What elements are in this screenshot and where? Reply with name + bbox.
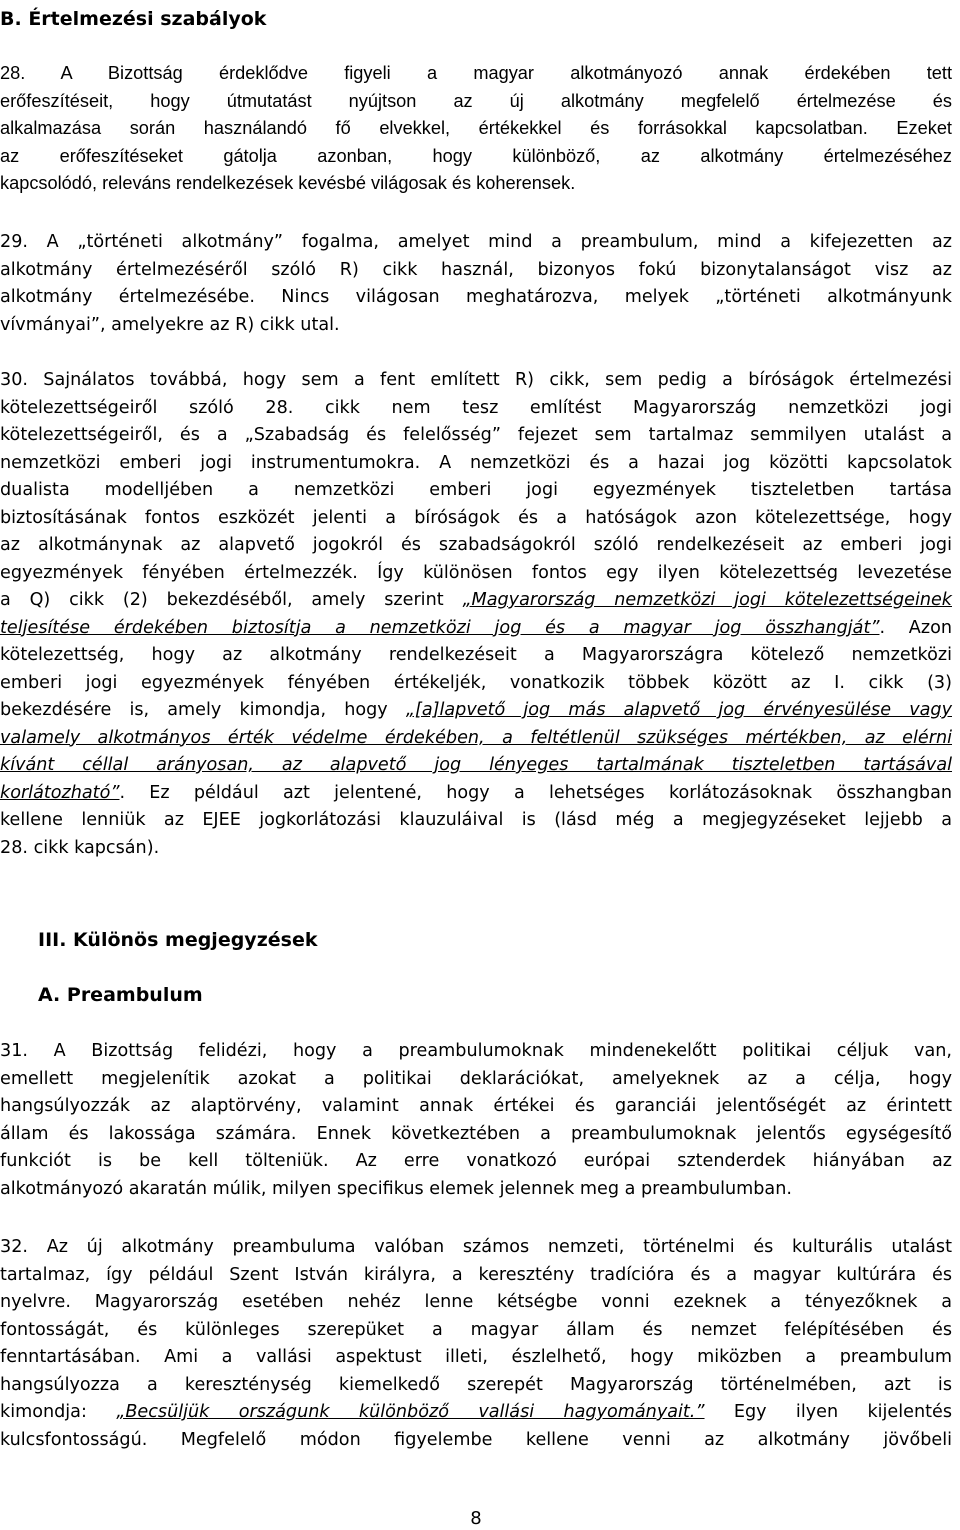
- paragraph-31: [0, 1038, 952, 1203]
- paragraph-line: biztosításának fontos eszközét jelenti a bíróságok és a hatóságok azon kötelezettsége, hogy: [0, 507, 952, 528]
- paragraph-line: alkotmányozó akaratán múlik, milyen specifikus elemek jelennek meg a preambulumban.: [0, 1178, 792, 1199]
- paragraph-line: [0, 752, 952, 780]
- paragraph-32: [0, 1234, 952, 1454]
- paragraph-line: vívmányai”, amelyekre az R) cikk utal.: [0, 314, 340, 335]
- paragraph-line: [0, 780, 952, 808]
- paragraph-line: erőfeszítéseit, hogy útmutatást nyújtson az új alkotmány megfelelő értelmezése és: [0, 90, 952, 111]
- paragraph-line: hangsúlyozzák az alaptörvény, valamint annak értékei és garanciái jelentőségét az érintett: [0, 1096, 952, 1116]
- paragraph-29: [0, 229, 952, 339]
- paragraph-line: állam és lakossága számára. Ennek következtében a preambulumoknak jelentős egységesítő: [0, 1123, 952, 1144]
- paragraph-line: 31. A Bizottság felidézi, hogy a preambulumoknak mindenekelőtt politikai céljuk van,: [0, 1041, 952, 1061]
- paragraph-line: [0, 615, 952, 643]
- quote-q-article-cont: teljesítése érdekében biztosítja a nemzetközi jog és a magyar jog összhangját”: [0, 617, 880, 638]
- quote-q-article: „Magyarország nemzetközi jogi kötelezettségeinek: [462, 590, 952, 610]
- paragraph-line: 28. A Bizottság érdeklődve figyeli a magyar alkotmányozó annak érdekében tett: [0, 63, 952, 83]
- quote-i-article: „[a]lapvető jog más alapvető jog érvényesülése vagy: [405, 700, 952, 720]
- paragraph-line: 29. A „történeti alkotmány” fogalma, amelyet mind a preambulum, mind a kifejezetten az: [0, 232, 952, 252]
- section-heading-b: B. Értelmezési szabályok: [0, 8, 267, 30]
- paragraph-line: az erőfeszítéseket gátolja azonban, hogy különböző, az alkotmány értelmezéséhez: [0, 145, 952, 166]
- inline-text: a Q) cikk (2) bekezdéséből, amely szerint: [0, 590, 463, 610]
- paragraph-line: kulcsfontosságú. Megfelelő módon figyelembe kellene venni az alkotmány jövőbeli: [0, 1429, 952, 1450]
- paragraph-28: [0, 60, 952, 198]
- paragraph-line: dualista modelljében a nemzetközi emberi jogi egyezmények tiszteletben tartása: [0, 480, 952, 500]
- quote-preamble: „Becsüljük országunk különböző vallási hagyományait.”: [116, 1402, 705, 1422]
- section-heading-a: A. Preambulum: [38, 984, 203, 1006]
- paragraph-line: alkalmazása során használandó fő elvekkel, értékekkel és forrásokkal kapcsolatban. Ezeket: [0, 118, 952, 138]
- paragraph-line: kötelezettségeiről, és a „Szabadság és felelősség” fejezet sem tartalmaz semmilyen utalást a: [0, 425, 952, 445]
- paragraph-line: funkciót is be kell tölteniük. Az erre vonatkozó európai sztenderdek hiányában az: [0, 1151, 952, 1171]
- paragraph-line: 30. Sajnálatos továbbá, hogy sem a fent említett R) cikk, sem pedig a bíróságok értelmezési: [0, 370, 952, 390]
- quote-i-article-cont: kívánt céllal arányosan, az alapvető jog lényeges tartalmának tiszteletben tartásával: [0, 755, 952, 775]
- paragraph-line: kötelezettség, hogy az alkotmány rendelkezéseit a Magyarországra kötelező nemzetközi: [0, 645, 952, 665]
- paragraph-line: fontosságát, és különleges szerepüket a magyar állam és nemzet felépítésében és: [0, 1319, 952, 1340]
- inline-text: . Azon: [879, 617, 952, 638]
- quote-i-article-end: korlátozható”: [0, 782, 120, 803]
- inline-text: . Ez például azt jelentené, hogy a lehetséges korlátozásoknak összhangban: [119, 782, 952, 803]
- inline-text: Egy ilyen kijelentés: [704, 1402, 952, 1422]
- page-number: 8: [470, 1508, 482, 1529]
- paragraph-line: nemzetközi emberi jogi instrumentumokra. A nemzetközi és a hazai jog közötti kapcsolatok: [0, 452, 952, 473]
- paragraph-line: [0, 587, 952, 615]
- paragraph-30: [0, 367, 952, 862]
- paragraph-line: 32. Az új alkotmány preambuluma valóban számos nemzeti, történelmi és kulturális utalást: [0, 1237, 952, 1257]
- paragraph-line: tartalmaz, így például Szent István királyra, a keresztény tradícióra és a magyar kultúrára és: [0, 1264, 952, 1285]
- paragraph-line: fenntartásában. Ami a vallási aspektust illeti, észlelhető, hogy miközben a preambulum: [0, 1347, 952, 1367]
- inline-text: bekezdésére is, amely kimondja, hogy: [0, 700, 406, 720]
- paragraph-line: [0, 1399, 952, 1427]
- inline-text: kimondja:: [0, 1402, 117, 1422]
- quote-i-article-cont: valamely alkotmányos érték védelme érdekében, a feltétlenül szükséges mértékben, az elérni: [0, 727, 952, 748]
- paragraph-line: alkotmány értelmezésébe. Nincs világosan meghatározva, melyek „történeti alkotmányunk: [0, 287, 952, 307]
- paragraph-line: emellett megjelenítik azokat a politikai deklarációkat, amelyeknek az a célja, hogy: [0, 1068, 952, 1089]
- paragraph-line: [0, 725, 952, 753]
- paragraph-line: kellene lenniük az EJEE jogkorlátozási klauzuláival is (lásd még a megjegyzéseket lejjebb a: [0, 810, 952, 830]
- paragraph-line: kötelezettségeiről szóló 28. cikk nem tesz említést Magyarország nemzetközi jogi: [0, 397, 952, 418]
- paragraph-line: kapcsolódó, releváns rendelkezések kevésbé világosak és koherensek.: [0, 173, 576, 193]
- paragraph-line: egyezmények fényében értelmezzék. Így különösen fontos egy ilyen kötelezettség levezetése: [0, 562, 952, 583]
- section-heading-iii: III. Különös megjegyzések: [38, 929, 318, 951]
- paragraph-line: alkotmány értelmezéséről szóló R) cikk használ, bizonyos fokú bizonytalanságot visz az: [0, 259, 952, 280]
- paragraph-line: nyelvre. Magyarország esetében nehéz lenne kétségbe vonni ezeknek a tényezőknek a: [0, 1292, 952, 1312]
- paragraph-line: 28. cikk kapcsán).: [0, 837, 160, 858]
- paragraph-line: hangsúlyozza a kereszténység kiemelkedő szerepét Magyarország történelmében, azt is: [0, 1374, 952, 1395]
- paragraph-line: emberi jogi egyezmények fényében értékeljék, vonatkozik többek között az I. cikk (3): [0, 672, 952, 693]
- paragraph-line: [0, 697, 952, 725]
- paragraph-line: az alkotmánynak az alapvető jogokról és szabadságokról szóló rendelkezéseit az emberi jogi: [0, 535, 952, 555]
